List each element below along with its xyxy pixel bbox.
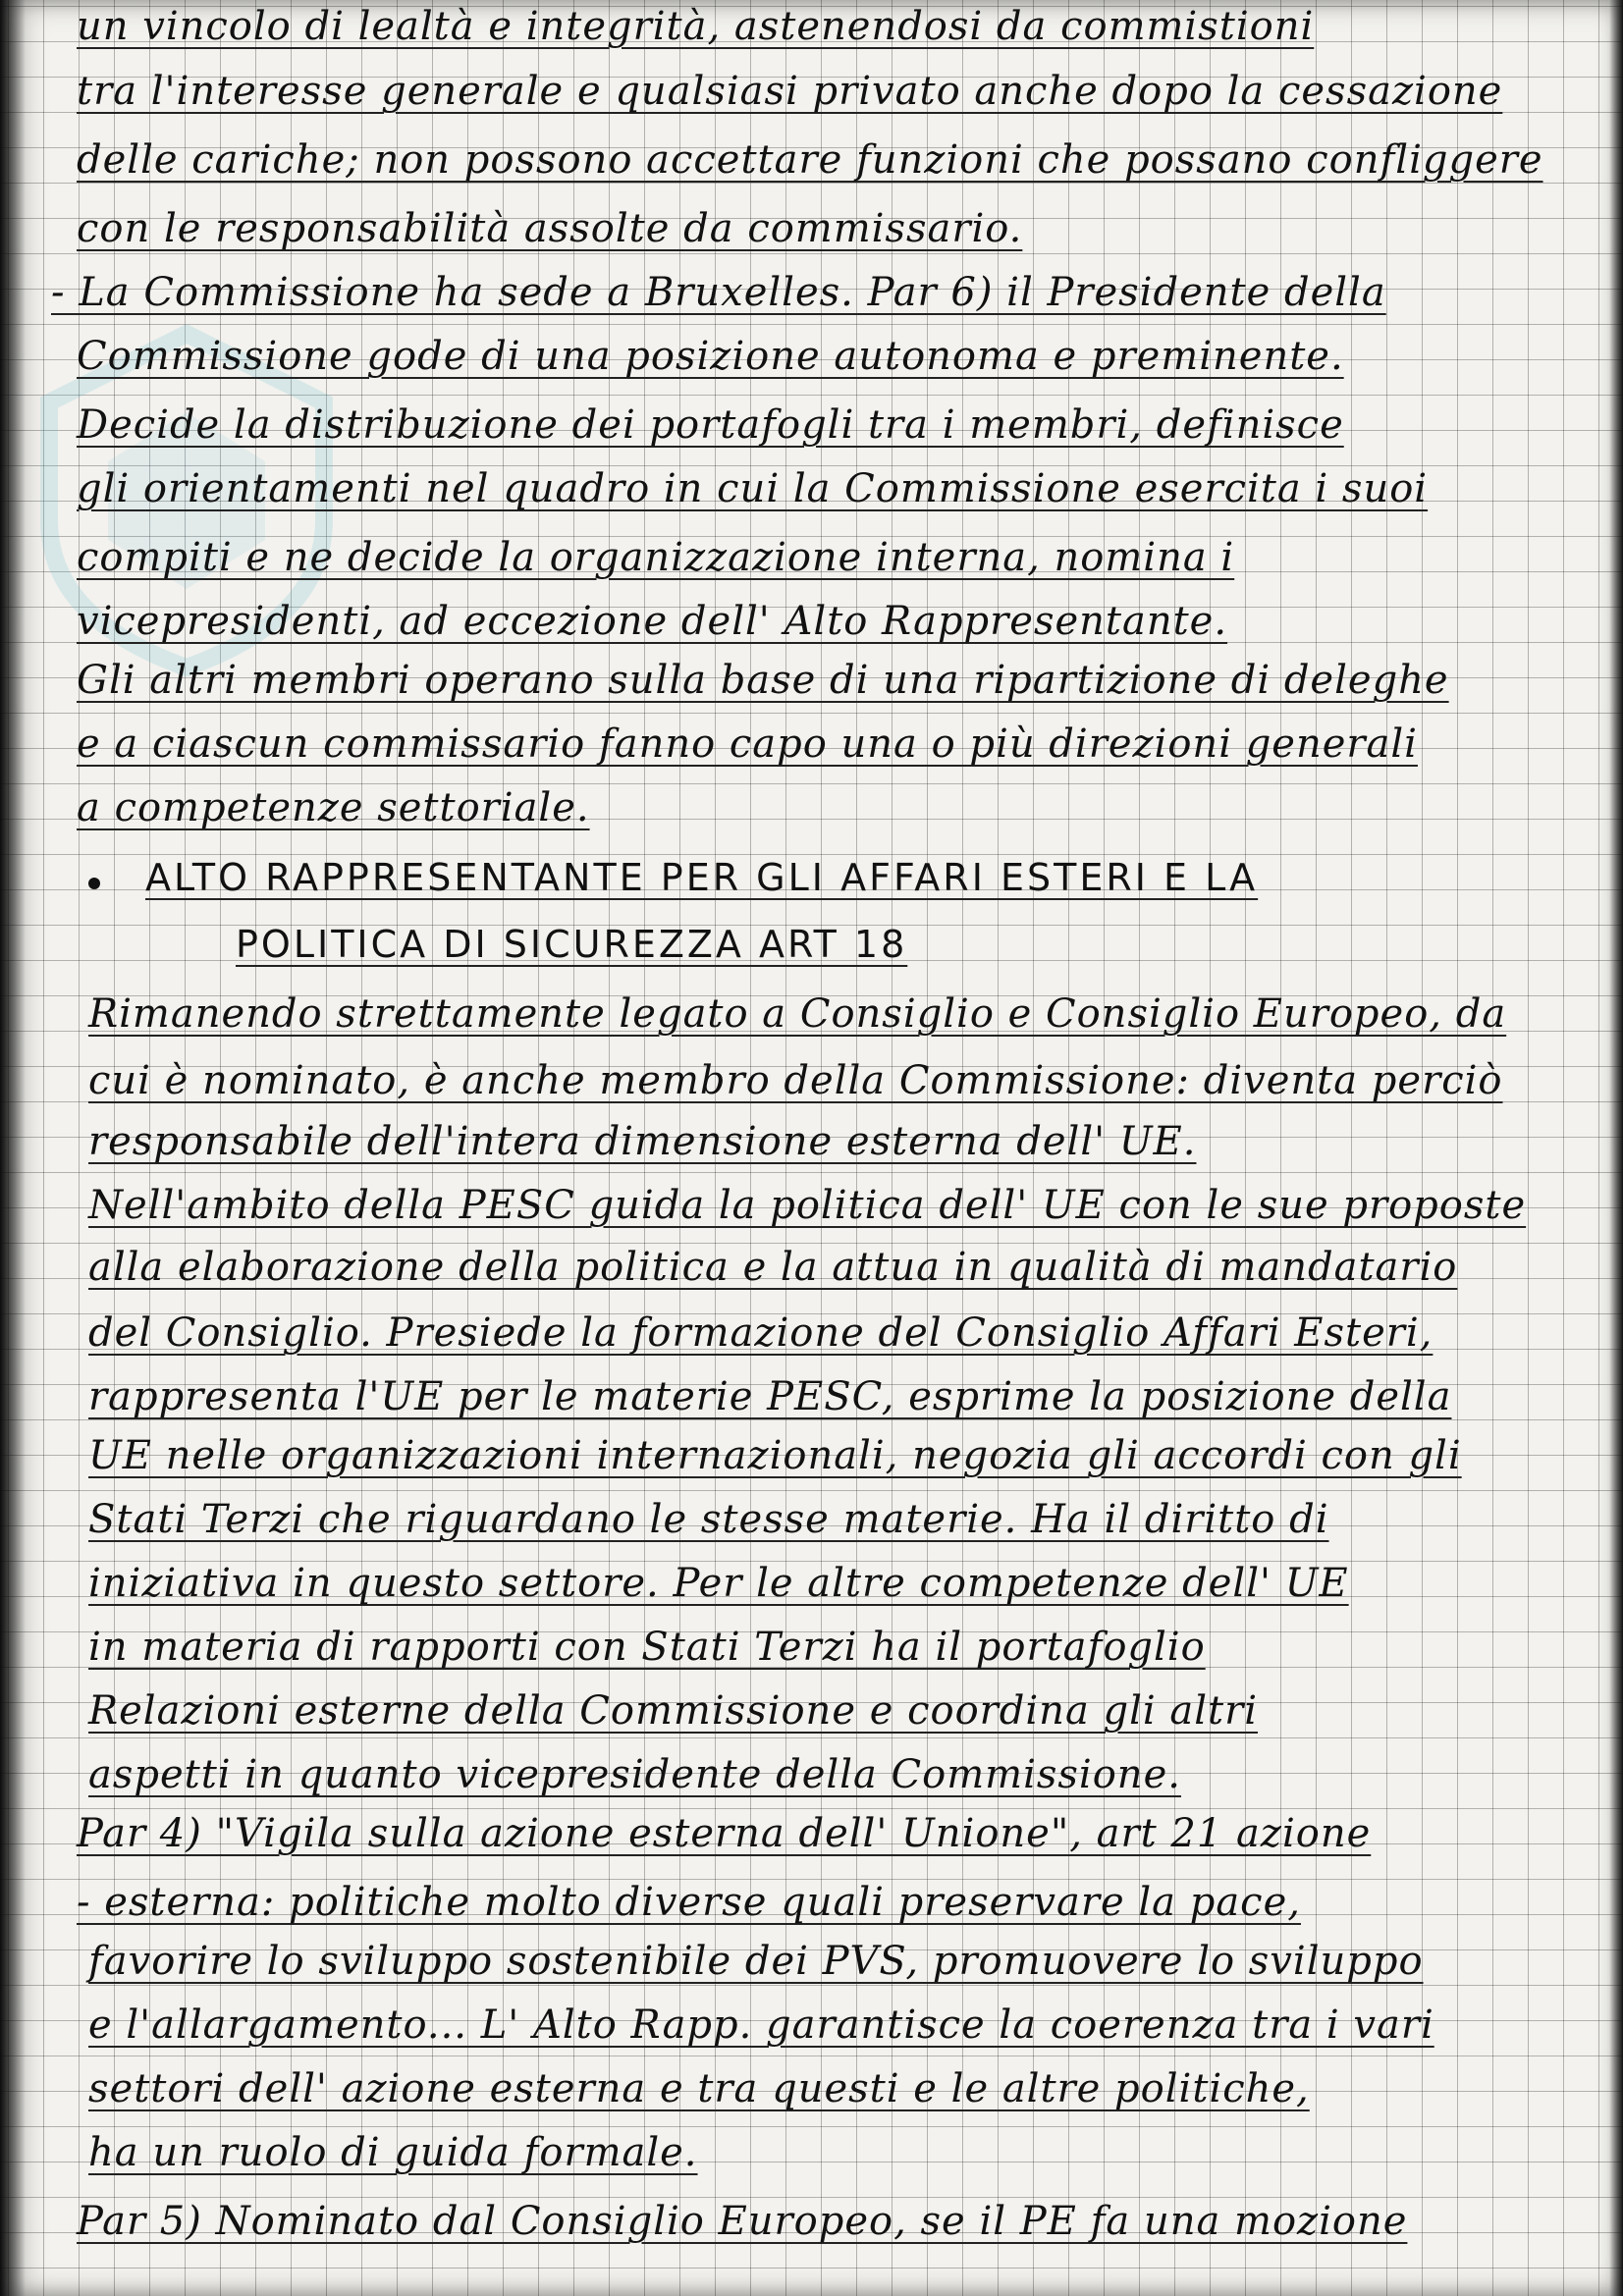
note-line-26: in materia di rapporti con Stati Terzi ha il portafoglio — [88, 1625, 1206, 1670]
note-line-24: Stati Terzi che riguardano le stesse materie. Ha il diritto di — [88, 1497, 1329, 1542]
note-line-17: cui è nominato, è anche membro della Commissione: diventa perciò — [88, 1058, 1503, 1103]
note-line-35: Par 5) Nominato dal Consiglio Europeo, se il PE fa una mozione — [77, 2199, 1408, 2244]
note-line-16: Rimanendo strettamente legato a Consiglio e Consiglio Europeo, da — [88, 991, 1507, 1037]
note-line-23: UE nelle organizzazioni internazionali, negozia gli accordi con gli — [88, 1433, 1462, 1478]
note-line-12: e a ciascun commissario fanno capo una o più direzioni generali — [77, 721, 1418, 767]
note-line-31: favorire lo sviluppo sostenibile dei PVS, promuovere lo sviluppo — [88, 1939, 1424, 1984]
section-heading-line-1: ALTO RAPPRESENTANTE PER GLI AFFARI ESTERI E LA — [145, 856, 1259, 899]
note-line-19: Nell'ambito della PESC guida la politica dell' UE con le sue proposte — [88, 1183, 1527, 1228]
note-line-7: Decide la distribuzione dei portafogli tra i membri, definisce — [77, 402, 1344, 448]
note-line-20: alla elaborazione della politica e la attua in qualità di mandatario — [88, 1245, 1458, 1290]
note-line-3: delle cariche; non possono accettare funzioni che possano confliggere — [77, 137, 1543, 183]
note-line-13: a competenze settoriale. — [77, 785, 590, 830]
note-line-32: e l'allargamento... L' Alto Rapp. garantisce la coerenza tra i vari — [88, 2002, 1434, 2048]
note-line-33: settori dell' azione esterna e tra questi e le altre politiche, — [88, 2066, 1310, 2111]
note-line-11: Gli altri membri operano sulla base di una ripartizione di deleghe — [77, 658, 1449, 703]
note-line-2: tra l'interesse generale e qualsiasi privato anche dopo la cessazione — [77, 69, 1503, 114]
note-line-21: del Consiglio. Presiede la formazione del Consiglio Affari Esteri, — [88, 1310, 1434, 1356]
page-edge-shadow-left — [0, 0, 26, 2296]
note-line-22: rappresenta l'UE per le materie PESC, esprime la posizione della — [88, 1374, 1452, 1419]
note-line-27: Relazioni esterne della Commissione e coordina gli altri — [88, 1688, 1259, 1734]
note-line-29: Par 4) "Vigila sulla azione esterna dell' Unione", art 21 azione — [77, 1811, 1372, 1856]
note-line-30: - esterna: politiche molto diverse quali preservare la pace, — [77, 1880, 1301, 1925]
section-heading-line-2: POLITICA DI SICUREZZA ART 18 — [236, 923, 908, 966]
note-line-10: vicepresidenti, ad eccezione dell' Alto Rappresentante. — [77, 599, 1228, 644]
note-line-4: con le responsabilità assolte da commissario. — [77, 206, 1023, 251]
note-line-9: compiti e ne decide la organizzazione interna, nomina i — [77, 535, 1235, 580]
section-bullet — [88, 878, 100, 889]
note-line-1: un vincolo di lealtà e integrità, astenendosi da commistioni — [77, 4, 1315, 49]
note-line-6: Commissione gode di una posizione autonoma e preminente. — [77, 334, 1344, 379]
page-edge-shadow-right — [1609, 0, 1623, 2296]
note-line-5: - La Commissione ha sede a Bruxelles. Par 6) il Presidente della — [51, 270, 1386, 315]
note-line-8: gli orientamenti nel quadro in cui la Commissione esercita i suoi — [77, 466, 1429, 511]
note-line-18: responsabile dell'intera dimensione esterna dell' UE. — [88, 1119, 1197, 1164]
note-line-34: ha un ruolo di guida formale. — [88, 2130, 698, 2175]
note-line-28: aspetti in quanto vicepresidente della Commissione. — [88, 1752, 1181, 1797]
note-line-25: iniziativa in questo settore. Per le altre competenze dell' UE — [88, 1561, 1349, 1606]
